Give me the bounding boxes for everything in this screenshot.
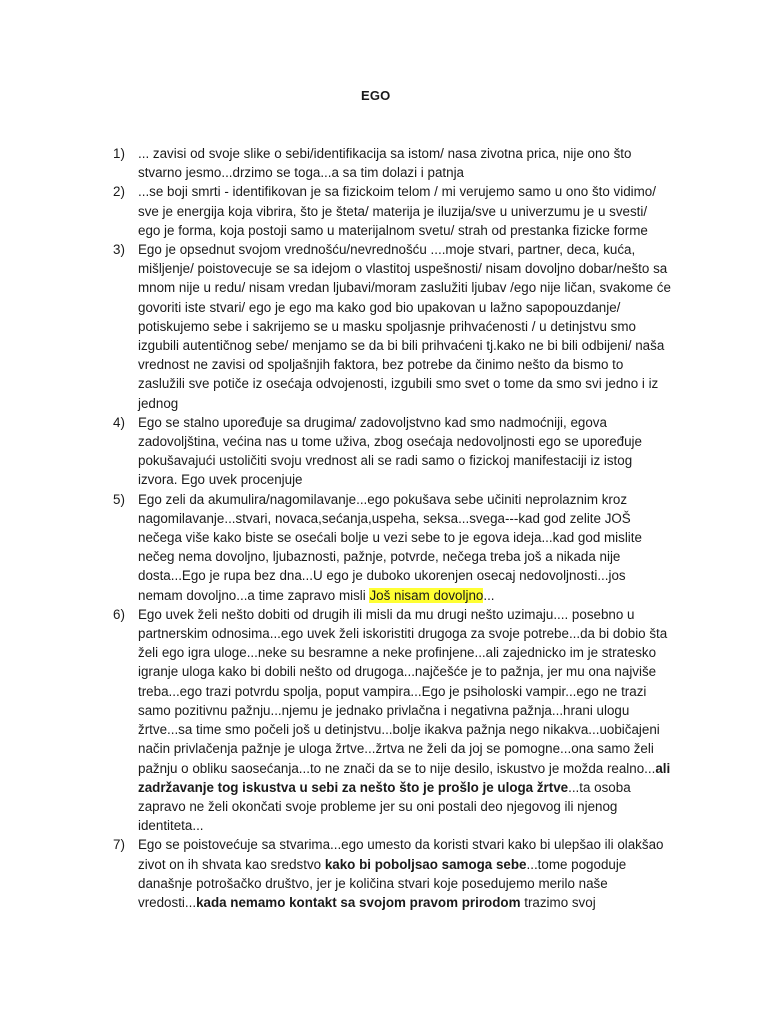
bold-text: kako bi poboljsao samoga sebe (324, 856, 527, 872)
list-item-text (138, 240, 673, 413)
highlighted-text: Još nisam dovoljno (369, 587, 484, 603)
list-item (113, 835, 673, 912)
list-item-number: 6) (113, 606, 125, 622)
list-item-text (138, 490, 673, 605)
list-item (113, 182, 673, 240)
list-item (113, 490, 673, 605)
list-item-text (138, 413, 673, 490)
text-run: trazimo svoj (520, 894, 596, 910)
bold-text: ali zadržavanje tog iskustva u sebi za nešto što je prošlo je uloga žrtve (138, 760, 671, 795)
text-run: ...ta osoba zapravo ne želi okončati svoje probleme jer su oni postali deo njegovog ili njenog identiteta... (138, 779, 631, 834)
text-run: Ego uvek želi nešto dobiti od drugih ili misli da mu drugi nešto uzimaju.... posebno u partnerskim odnosima...ego uvek želi iskoristiti drugoga za svoje potrebe...da bi dobio šta želi ego igra uloge...neke su besramne a neke profinjene...ali zajednicko im je stratesko igranje uloga kako bi dobili nešto od drugoga...najčešće je to pažnja, jer mu ona najviše treba...ego trazi potvrdu spolja, poput vampira...Ego je psiholoski vampir...ego ne trazi samo pozitivnu pažnju...njemu je jednako privlačna i negativna pažnja...hrani ulogu žrtve...sa time smo počeli još u detinjstvu...bolje ikakva pažnja nego nikakva...uobičajeni način privlačenja pažnje je uloga žrtve...žrtva ne želi da joj se pomogne...ona samo želi pažnju o obliku saosećanja...to ne znači da se to nije desilo, iskustvo je možda realno... (138, 606, 668, 776)
list-item (113, 413, 673, 490)
text-run: Ego se stalno upoređuje sa drugima/ zadovoljstvno kad smo nadmoćniji, egova zadovoljština, većina nas u tome uživa, zbog osećaja nedovoljnosti ego se upoređuje pokušavajući ustoličiti svoju vrednost ali se radi samo o fizickoj manifestaciji iz istog izvora. Ego uvek procenjuje (138, 414, 642, 488)
text-run: Ego zeli da akumulira/nagomilavanje...ego pokušava sebe učiniti neprolaznim kroz nagomilavanje...stvari, novaca,sećanja,uspeha, seksa...svega---kad god zelite JOŠ nečega više kako biste se osećali bolje u vezi sebe to je egova ideja...kad god mislite nečeg nema dovoljno, ljubaznosti, pažnje, potvrde, nečega treba još a nikada nije dosta...Ego je rupa bez dna...U ego je duboko ukorenjen osecaj nedovoljnosti...jos nemam dovoljno...a time zapravo misli (138, 491, 642, 603)
list-item (113, 144, 673, 182)
document-title: EGO (361, 88, 391, 103)
list-item-text (138, 605, 673, 835)
list-item-number: 3) (113, 242, 125, 258)
text-run: ...tome pogoduje današnje potrošačko društvo, jer je količina stvari koje posedujemo merilo naše vredosti... (138, 856, 627, 910)
list-item-text (138, 144, 673, 182)
list-item-number: 7) (113, 837, 125, 853)
text-run: ... zavisi od svoje slike o sebi/identifikacija sa istom/ nasa zivotna prica, nije ono što stvarno jesmo...drzimo se toga...a sa tim dolazi i patnja (138, 146, 632, 181)
list-item-number: 4) (113, 414, 125, 430)
text-run: Ego je opsednut svojom vrednošću/nevrednošću ....moje stvari, partner, deca, kuća, mišljenje/ poistovecuje se sa idejom o vlastitoj uspešnosti/ nisam dovoljno dobar/nešto sa mnom nije u redu/ nisam vredan ljubavi/moram zaslužiti ljubav /ego nije ličan, svakome će govoriti iste stvari/ ego je ego ma kako god bio upakovan u lažno sapopouzdanje/ potiskujemo sebe i sakrijemo se u masku spoljasnje prihvaćenosti / u detinjstvu smo izgubili autentičnog sebe/ menjamo se da bi bili prihvaćeni tj.kako ne bi bili odbijeni/ naša vrednost ne zavisi od spoljašnjih faktora, bez potrebe da činimo nešto da bismo to zaslužili sve potiče iz osećaja odvojenosti, izgubili smo svet o tome da smo svi jedno i iz jednog (138, 242, 671, 411)
numbered-list (113, 144, 673, 912)
text-run: Ego se poistovećuje sa stvarima...ego umesto da koristi stvari kako bi ulepšao ili olakšao zivot on ih shvata kao sredstvo (138, 837, 664, 872)
list-item-text (138, 835, 673, 912)
list-item-number: 2) (113, 184, 125, 200)
list-item-number: 5) (113, 491, 125, 507)
list-item (113, 605, 673, 835)
bold-text: kada nemamo kontakt sa svojom pravom prirodom (196, 894, 521, 910)
text-run: ...se boji smrti - identifikovan je sa fizickoim telom / mi verujemo samo u ono što vidimo/ sve je energija koja vibrira, što je šteta/ materija je iluzija/sve u univerzumu je u svesti/ ego je forma, koja postoji samo u materijalnom svetu/ strah od prestanka fizicke forme (138, 184, 656, 238)
list-item-number: 1) (113, 146, 125, 161)
list-item-text (138, 182, 673, 240)
list-item (113, 240, 673, 413)
text-run: ... (483, 587, 495, 603)
